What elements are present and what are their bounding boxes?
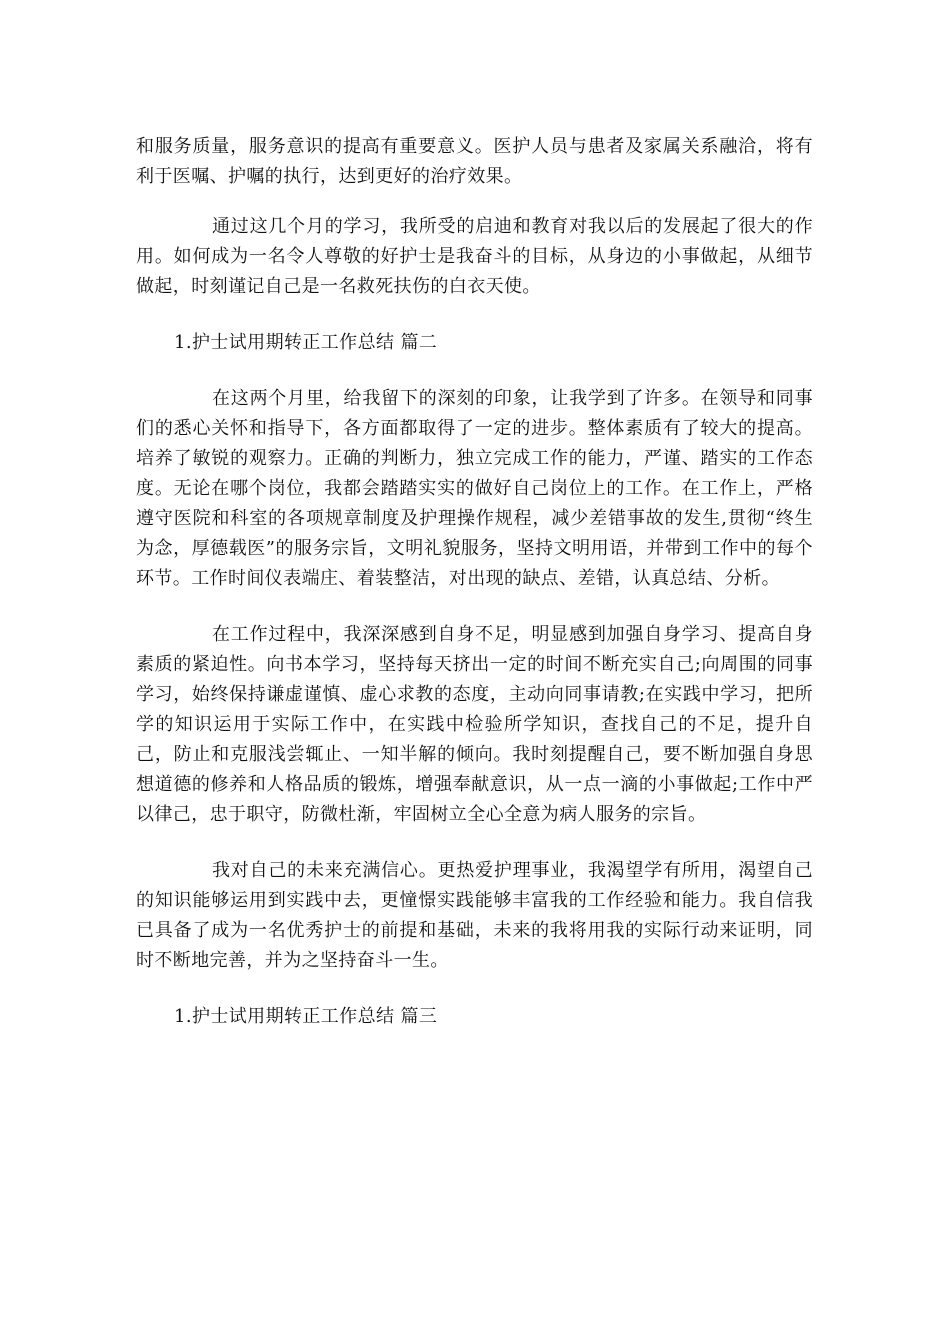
section-heading-part-two: 1.护士试用期转正工作总结 篇二: [174, 332, 438, 353]
paragraph-work-process: 在工作过程中，我深深感到自身不足，明显感到加强自身学习、提高自身素质的紧迫性。向书本学习，坚持每天挤出一定的时间不断充实自己;向周围的同事学习，始终保持谦虚谨慎、虚心求教的态度，主动向同事请教;在实践中学习，把所学的知识运用于实际工作中，在实践中检验所学知识，查找自己的不足，提升自己，防止和克服浅尝辄止、一知半解的倾向。我时刻提醒自己，要不断加强自身思想道德的修养和人格品质的锻炼，增强奉献意识，从一点一滴的小事做起;工作中严以律己，忠于职守，防微杜渐，牢固树立全心全意为病人服务的宗旨。: [136, 624, 813, 825]
paragraph-future-confidence: 我对自己的未来充满信心。更热爱护理事业，我渴望学有所用，渴望自己的知识能够运用到实践中去，更憧憬实践能够丰富我的工作经验和能力。我自信我已具备了成为一名优秀护士的前提和基础，未来的我将用我的实际行动来证明，同时不断地完善，并为之坚持奋斗一生。: [136, 860, 813, 971]
paragraph-two-months: 在这两个月里，给我留下的深刻的印象，让我学到了许多。在领导和同事们的悉心关怀和指导下，各方面都取得了一定的进步。整体素质有了较大的提高。培养了敏锐的观察力。正确的判断力，独立完成工作的能力，严谨、踏实的工作态度。无论在哪个岗位，我都会踏踏实实的做好自己岗位上的工作。在工作上，严格遵守医院和科室的各项规章制度及护理操作规程，减少差错事故的发生,贯彻“终生为念，厚德载医”的服务宗旨，文明礼貌服务，坚持文明用语，并带到工作中的每个环节。工作时间仪表端庄、着装整洁，对出现的缺点、差错，认真总结、分析。: [136, 388, 813, 589]
paragraph-continuation: 和服务质量，服务意识的提高有重要意义。医护人员与患者及家属关系融洽，将有利于医嘱、护嘱的执行，达到更好的治疗效果。: [136, 136, 813, 187]
paragraph-study-reflection: 通过这几个月的学习，我所受的启迪和教育对我以后的发展起了很大的作用。如何成为一名令人尊敬的好护士是我奋斗的目标，从身边的小事做起，从细节做起，时刻谨记自己是一名救死扶伤的白衣天使。: [136, 216, 813, 297]
document-page: [136, 132, 813, 1032]
section-heading-part-three: 1.护士试用期转正工作总结 篇三: [174, 1006, 438, 1027]
